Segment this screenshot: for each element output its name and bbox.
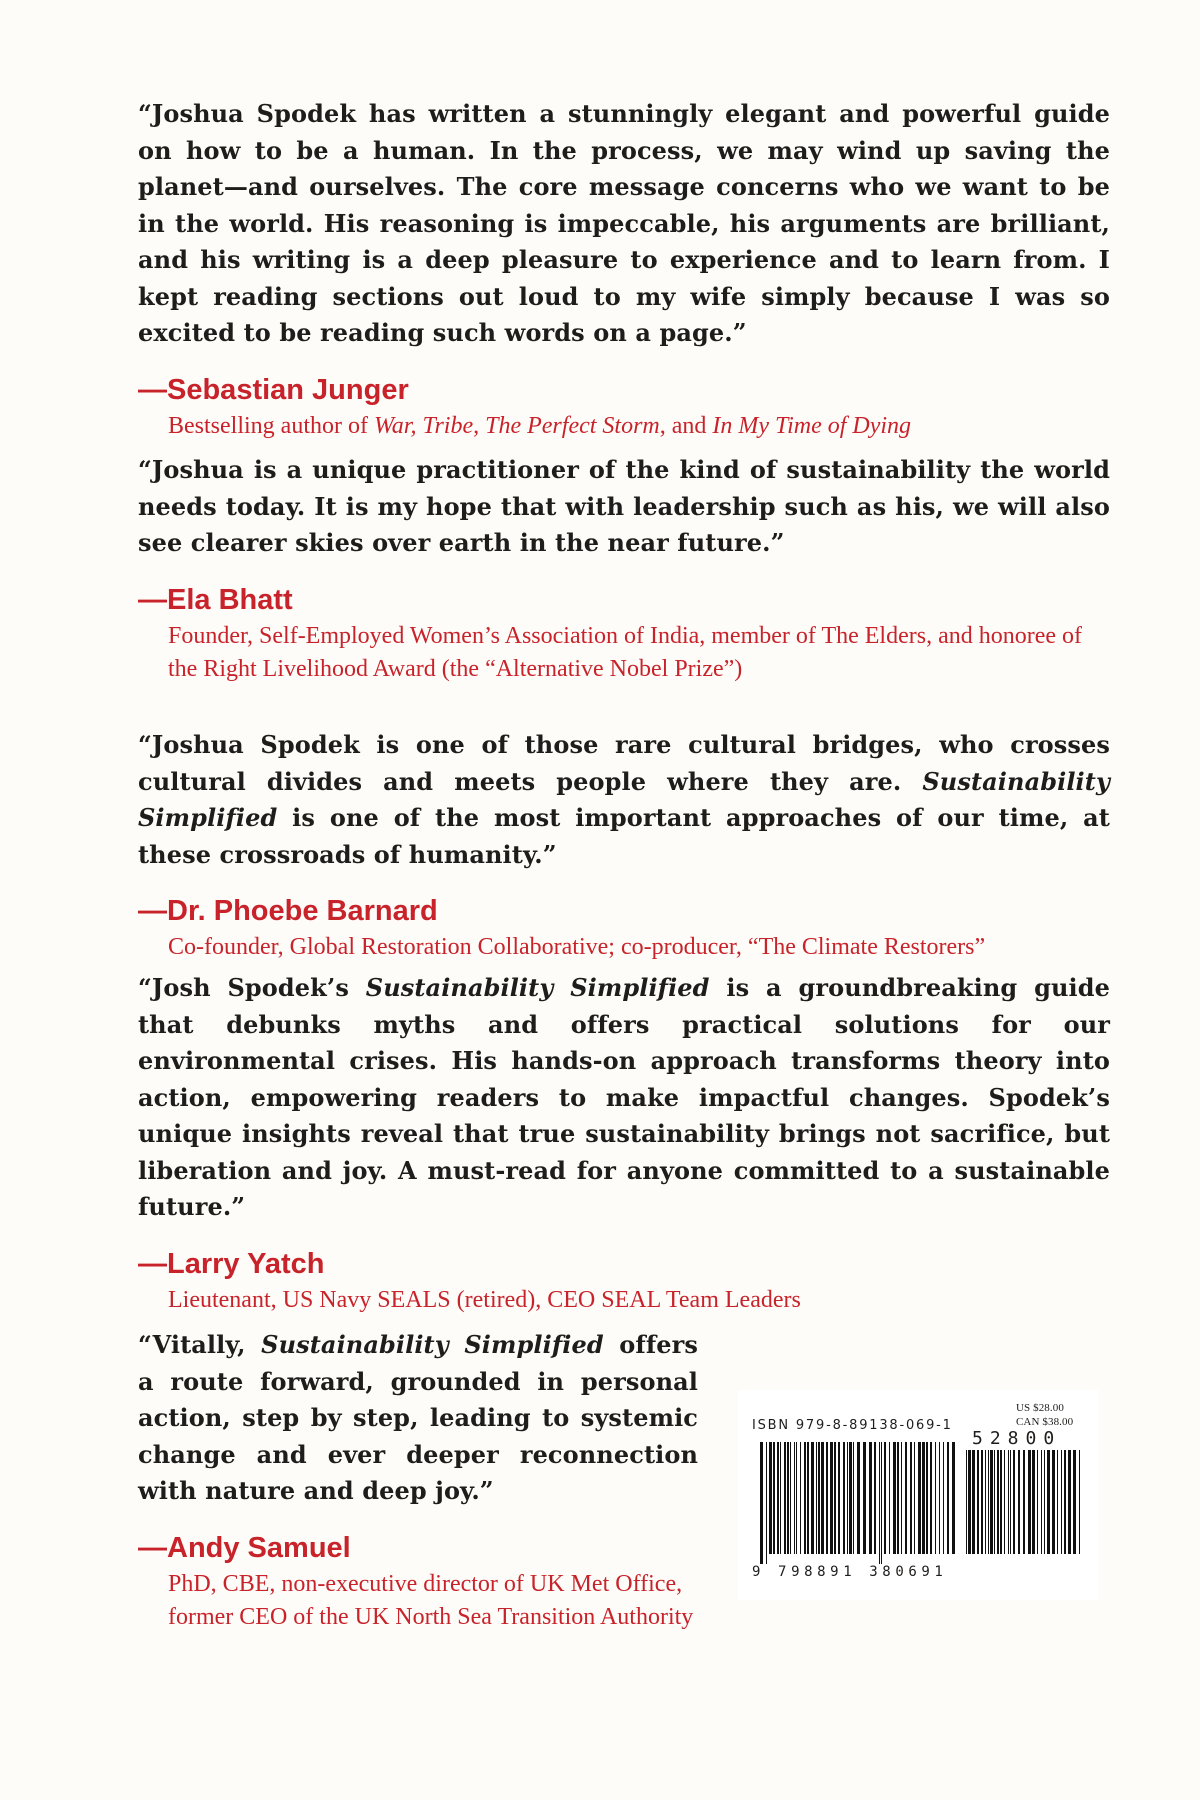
quote-text: is one of the most important approaches of our time, at these crossroads of humanity.” [138, 803, 1110, 869]
quote-text: “Josh Spodek’s [138, 973, 366, 1002]
barcode-bar [800, 1442, 801, 1554]
role-text: Bestselling author of [168, 412, 374, 439]
barcode-bar [787, 1442, 789, 1554]
ean-digits: 9 798891 380691 [752, 1564, 948, 1580]
barcode-bar [1052, 1450, 1055, 1554]
barcode-bar [1057, 1450, 1058, 1554]
barcode-bar [843, 1442, 845, 1554]
barcode-bar [794, 1442, 795, 1554]
addon-barcode-icon [966, 1450, 1082, 1564]
blurb-quote: “Joshua is a unique practitioner of the kind of sustainability the world needs today. It is my hope that with leadership such as his, we will also see clearer skies over earth in the near future.” [138, 455, 1110, 557]
barcode-bar [1013, 1450, 1015, 1554]
barcode-bar [874, 1442, 876, 1554]
blurb-role: Co-founder, Global Restoration Collaborative; co-producer, “The Climate Restorers” [168, 934, 986, 960]
barcode-bar [881, 1442, 882, 1564]
blurb-quote [138, 727, 1110, 873]
barcode-bar [994, 1450, 995, 1554]
barcode-bar [968, 1450, 971, 1554]
role-text: , and [659, 412, 713, 439]
barcode-bar [818, 1442, 820, 1554]
ean-barcode-icon [760, 1442, 956, 1564]
blurb-role: PhD, CBE, non-executive director of UK Met Office, former CEO of the UK North Sea Transition Authority [168, 1570, 694, 1630]
barcode-bar [939, 1442, 940, 1554]
barcode-bar [780, 1442, 781, 1554]
blurb-4 [138, 970, 1110, 1317]
barcode-bar [910, 1442, 912, 1554]
barcode-bar [952, 1442, 955, 1554]
blurb-attribution: —Andy Samuel [138, 1531, 351, 1564]
barcode-bar [997, 1450, 999, 1554]
blurb-quote [138, 1327, 698, 1510]
barcode-bar [985, 1450, 986, 1554]
barcode-bar [838, 1442, 840, 1554]
barcode-bar [811, 1442, 814, 1554]
barcode-bar [1032, 1450, 1035, 1554]
barcode-bar [1037, 1450, 1038, 1554]
barcode-bar [853, 1442, 854, 1554]
quote-text: “Joshua Spodek is one of those rare cultural bridges, who crosses cultural divides and meets people where they are. [138, 730, 1110, 796]
quote-text: “Vitally, [138, 1330, 262, 1359]
blurb-quote [138, 970, 1110, 1226]
barcode-bar [897, 1442, 899, 1554]
barcode-bar [1010, 1450, 1011, 1554]
blurb-attribution: —Larry Yatch [138, 1247, 325, 1280]
barcode-bar [988, 1450, 989, 1554]
barcode-bar [807, 1442, 809, 1554]
barcode-bar [914, 1442, 915, 1554]
addon-digits: 52800 [972, 1428, 1062, 1449]
blurb-attribution: —Dr. Phoebe Barnard [138, 895, 438, 927]
blurb-role: Lieutenant, US Navy SEALS (retired), CEO SEAL Team Leaders [168, 1286, 801, 1313]
barcode-bar [1068, 1450, 1071, 1554]
blurb-2 [138, 452, 1110, 686]
barcode-bar [977, 1450, 979, 1554]
barcode-bar [966, 1450, 967, 1554]
barcode-bar [1044, 1450, 1045, 1554]
barcode-bar [879, 1442, 880, 1564]
barcode-bar [922, 1442, 925, 1554]
barcode-bar [972, 1450, 975, 1554]
barcode-bar [777, 1442, 779, 1554]
blurb-3 [138, 727, 1110, 964]
role-book-titles: War, Tribe, The Perfect Storm [373, 412, 660, 439]
barcode-bar [1023, 1450, 1025, 1554]
barcode-bar [784, 1442, 786, 1554]
blurb-role: Founder, Self-Employed Women’s Association of India, member of The Elders, and honoree of the Right Livelihood Award (the “Alternative Nobel Prize”) [168, 622, 1083, 682]
barcode-bar [901, 1442, 902, 1554]
barcode-bar [935, 1442, 936, 1554]
barcode-bar [918, 1442, 921, 1554]
barcode-bar [1073, 1450, 1076, 1554]
barcode-bar [847, 1442, 848, 1554]
barcode-bar [889, 1442, 890, 1554]
quote-book-title: Sustainability Simplified [138, 766, 1110, 832]
barcode-bar [1000, 1450, 1002, 1554]
barcode-bar [1079, 1450, 1080, 1554]
barcode-bar [766, 1442, 767, 1564]
barcode-bar [1064, 1450, 1066, 1554]
barcode-bar [804, 1442, 806, 1554]
barcode-bar [769, 1442, 772, 1554]
quote-book-title: Sustainability Simplified [365, 973, 710, 1002]
barcode-bar [1028, 1450, 1031, 1554]
barcode-bar [869, 1442, 872, 1554]
barcode-bar [1047, 1450, 1050, 1554]
blurb-quote: “Joshua Spodek has written a stunningly elegant and powerful guide on how to be a human. In the process, we may wind up saving the planet—and ourselves. The core message concerns who we want to be in the world. His reasoning is impeccable, his arguments are brilliant, and his writing is a deep pleasure to experience and to learn from. I kept reading sections out loud to my wife simply because I was so excited to be reading such words on a page.” [138, 99, 1110, 347]
barcode-bar [816, 1442, 817, 1554]
blurb-5 [138, 1327, 698, 1634]
barcode-bar [834, 1442, 836, 1554]
barcode-bar [857, 1442, 860, 1554]
price-can: CAN $38.00 [1016, 1416, 1074, 1428]
barcode-bar [990, 1450, 993, 1554]
blurb-attribution: —Ela Bhatt [138, 583, 293, 616]
barcode-bar [830, 1442, 833, 1554]
barcode-bar [826, 1442, 828, 1554]
barcode-bar [893, 1442, 896, 1554]
barcode-bar [773, 1442, 775, 1554]
barcode-bar [796, 1442, 797, 1554]
barcode-bar [1041, 1450, 1042, 1554]
barcode [738, 1390, 1098, 1600]
barcode-bar [947, 1442, 949, 1554]
barcode-bar [1061, 1450, 1062, 1554]
barcode-bar [1008, 1450, 1009, 1554]
barcode-bar [1018, 1450, 1020, 1554]
barcode-bar [884, 1442, 886, 1554]
blurb-role [168, 410, 1110, 443]
barcode-bar [943, 1442, 944, 1554]
barcode-bar [981, 1450, 983, 1554]
price-us: US $28.00 [1016, 1402, 1064, 1414]
barcode-bar [863, 1442, 866, 1554]
barcode-bar [1004, 1450, 1005, 1554]
barcode-bar [905, 1442, 907, 1554]
barcode-bar [926, 1442, 928, 1554]
quote-text: is a groundbreaking guide that debunks myths and offers practical solutions for our environmental crises. His hands-on approach transforms theory into action, empowering readers to make impactful changes. Spodek’s unique insights reveal that true sustainability brings not sacrifice, but liberation and joy. A must-read for anyone committed to a sustainable future.” [138, 973, 1110, 1221]
barcode-bar [930, 1442, 932, 1554]
blurb-attribution: —Sebastian Junger [138, 373, 409, 406]
barcode-bar [760, 1442, 763, 1564]
barcode-bar [849, 1442, 852, 1554]
barcode-bar [821, 1442, 824, 1554]
quote-book-title: Sustainability Simplified [261, 1330, 604, 1359]
barcode-bar [790, 1442, 791, 1554]
quote-text: offers a route forward, grounded in personal action, step by step, leading to systemic change and ever deeper reconnection with nature and deep joy.” [138, 1330, 698, 1505]
role-book-title: In My Time of Dying [712, 412, 912, 439]
blurb-1 [138, 96, 1110, 443]
isbn-label: ISBN 979-8-89138-069-1 [752, 1418, 953, 1433]
